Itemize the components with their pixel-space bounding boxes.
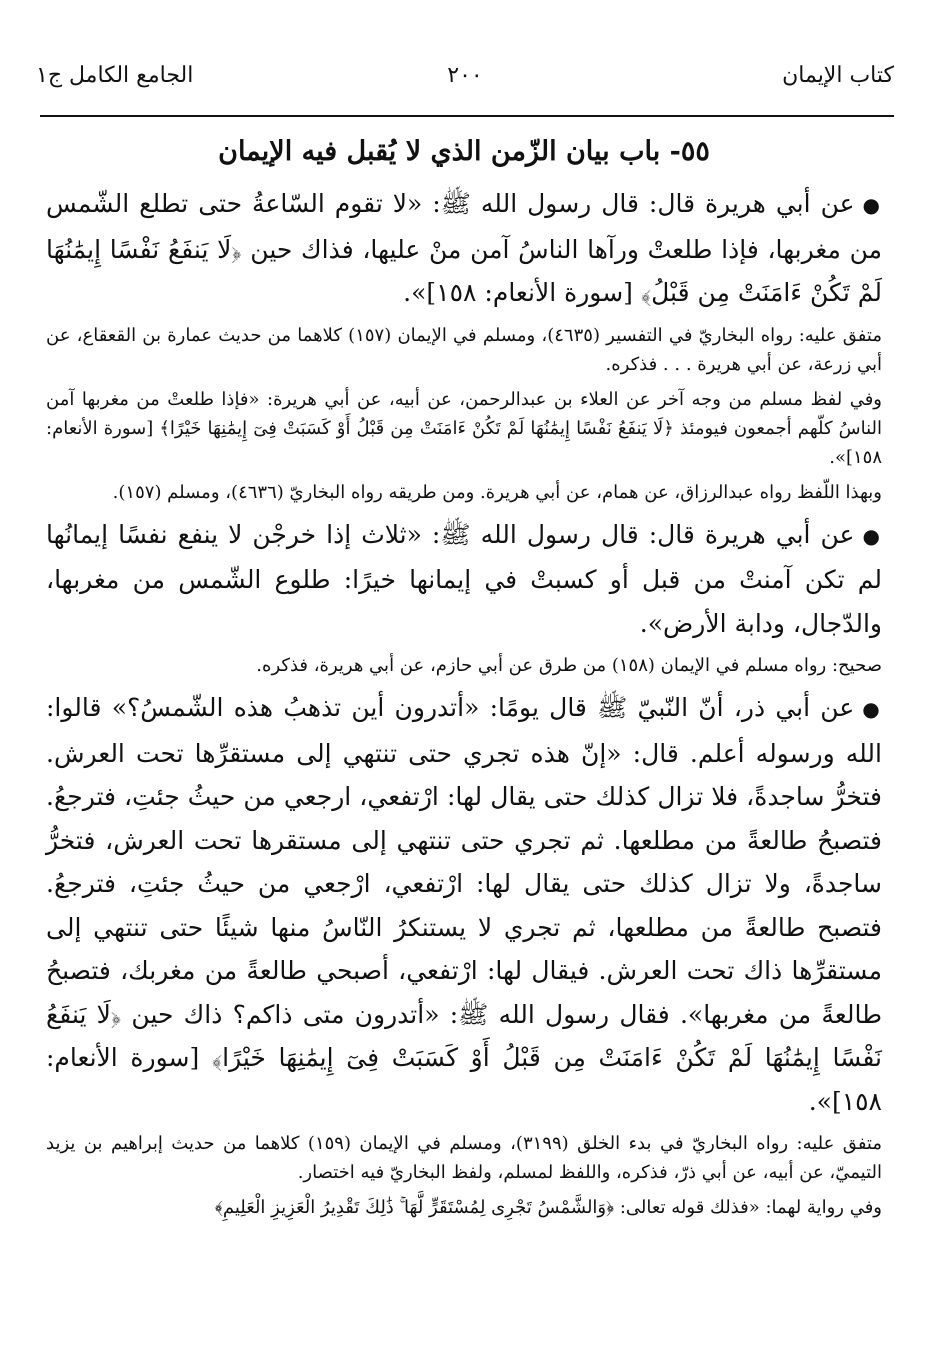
series-title: الجامع الكامل ج١ xyxy=(36,63,194,88)
hadith-2-text: عن أبي هريرة قال: قال رسول الله ﷺ: «ثلاث إذا خرجْن لا ينفع نفسًا إيمانُها لم تكن آمنتْ من قبل أو كسبتْ في إيمانها خيرًا: طلوع الشّمس من مغربها، والدّجال، ودابة الأرض». xyxy=(46,519,882,638)
page-number: ٢٠٠ xyxy=(447,63,483,88)
chapter-title: ٥٥- باب بيان الزّمن الذي لا يُقبل فيه الإيمان xyxy=(218,136,710,167)
hadith-3-text: عن أبي ذر، أنّ النّبيّ ﷺ قال يومًا: «أتدرون أين تذهبُ هذه الشّمسُ؟» قالوا: الله ورسوله أعلم. قال: «إنّ هذه تجري حتى تنتهي إلى مستقرِّها تحت العرش. فتخرُّ ساجدةً، فلا تزال كذلك حتى يقال لها: ارْتفعي، ارجعي من حيثُ جئتِ، فترجعُ. فتصبحُ طالعةً من مطلعها. ثم تجري حتى تنتهي إلى مستقرها تحت العرش، فتخرُّ ساجدةً، ولا تزال كذلك حتى يقال لها: ارْتفعي، ارْجعي من حيثُ جئتِ، فترجعُ. فتصبح طالعةً من مطلعها، ثم تجري لا يستنكرُ النّاسُ منها شيئًا حتى تنتهي إلى مستقرِّها ذاك تحت العرش. فيقال لها: ارْتفعي، أصبحي طالعةً من مغربك، فتصبحُ طالعةً من مغربها». فقال رسول الله ﷺ: «أتدرون متى ذاكم؟ ذاك حين ﴿لَا يَنفَعُ نَفْسًا إِيمَٰنُهَا لَمْ تَكُنْ ءَامَنَتْ مِن قَبْلُ أَوْ كَسَبَتْ فِىٓ إِيمَٰنِهَا خَيْرًا﴾ [سورة الأنعام: ١٥٨]». xyxy=(46,693,882,1116)
hadith-3-takhrij: متفق عليه: رواه البخاريّ في بدء الخلق (٣١٩٩)، ومسلم في الإيمان (١٥٩) كلاهما من حديث إبراهيم بن يزيد التيميّ، عن أبيه، عن أبي ذرّ، فذكره، واللفظ لمسلم، ولفظ البخاريّ فيه اختصار. xyxy=(46,1133,882,1183)
bullet-icon: ● xyxy=(862,697,882,721)
bullet-icon: ● xyxy=(862,523,882,548)
page-body xyxy=(46,128,882,1228)
hadith-1-chain: وبهذا اللّفظ رواه عبدالرزاق، عن همام، عن أبي هريرة. ومن طريقه رواه البخاريّ (٤٦٣٦)، ومسلم (١٥٧). xyxy=(112,481,882,503)
hadith-2-takhrij: صحيح: رواه مسلم في الإيمان (١٥٨) من طرق عن أبي حازم، عن أبي هريرة، فذكره. xyxy=(256,655,882,676)
hadith-text xyxy=(46,686,882,1123)
header-divider xyxy=(40,115,894,117)
hadith-1-takhrij: متفق عليه: رواه البخاريّ في التفسير (٤٦٣٥)، ومسلم في الإيمان (١٥٧) كلاهما من حديث عمارة بن القعقاع، عن أبي زرعة، عن أبي هريرة . . . فذكره. xyxy=(46,324,882,375)
hadith-text xyxy=(46,513,882,646)
hadith-text xyxy=(46,182,882,315)
hadith-1-text: عن أبي هريرة قال: قال رسول الله ﷺ: «لا تقوم السّاعةُ حتى تطلع الشّمس من مغربها، فإذا طلعتْ ورآها الناسُ آمن منْ عليها، فذاك حين ﴿لَا يَنفَعُ نَفْسًا إِيمَٰنُهَا لَمْ تَكُنْ ءَامَنَتْ مِن قَبْلُ﴾ [سورة الأنعام: ١٥٨]». xyxy=(46,189,882,307)
hadith-3-variant: وفي رواية لهما: «فذلك قوله تعالى: ﴿وَالشَّمْسُ تَجْرِى لِمُسْتَقَرٍّ لَّهَا ۚ ذَٰلِكَ تَقْدِيرُ الْعَزِيزِ الْعَلِيمِ﴾ xyxy=(214,1197,882,1218)
book-title: كتاب الإيمان xyxy=(782,63,894,88)
bullet-icon: ● xyxy=(862,193,882,217)
hadith-1-variant: وفي لفظ مسلم من وجه آخر عن العلاء بن عبدالرحمن، عن أبيه، عن أبي هريرة: «فإذا طلعتْ من مغربها آمن الناسُ كلّهم أجمعون فيومئذ ﴿لَا يَنفَعُ نَفْسًا إِيمَٰنُهَا لَمْ تَكُنْ ءَامَنَتْ مِن قَبْلُ أَوْ كَسَبَتْ فِىٓ إِيمَٰنِهَا خَيْرًا﴾ [سورة الأنعام: ١٥٨]». xyxy=(46,388,882,468)
page-header xyxy=(36,56,894,96)
